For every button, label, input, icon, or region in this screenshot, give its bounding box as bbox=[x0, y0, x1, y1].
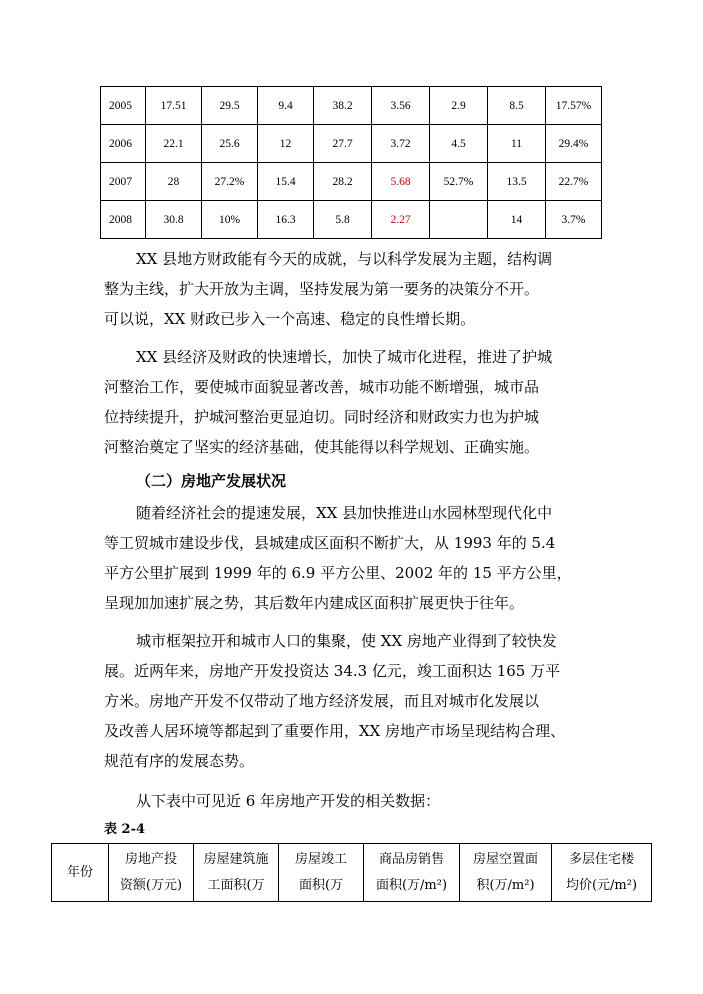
paragraph-fiscal-achievement bbox=[104, 244, 604, 334]
value-cell: 5.8 bbox=[314, 201, 372, 239]
text-line: XX 县经济及财政的快速增长，加快了城市化进程，推进了护城 bbox=[136, 348, 553, 366]
year-cell: 2008 bbox=[101, 201, 146, 239]
value-cell: 14 bbox=[488, 201, 546, 239]
value-cell: 3.72 bbox=[372, 125, 430, 163]
year-cell: 2005 bbox=[101, 87, 146, 125]
header-year: 年份 bbox=[52, 844, 109, 902]
table-caption: 表 2-4 bbox=[104, 822, 146, 837]
text-line: 方米。房地产开发不仅带动了地方经济发展，而且对城市化发展以 bbox=[104, 692, 540, 710]
value-cell: 25.6 bbox=[202, 125, 258, 163]
value-cell: 11 bbox=[488, 125, 546, 163]
table-row bbox=[101, 87, 602, 125]
text-line: 随着经济社会的提速发展，XX 县加快推进山水园林型现代化中 bbox=[136, 504, 553, 522]
header-cell: 房屋竣工 面积(万 bbox=[279, 844, 364, 902]
header-cell: 房屋建筑施 工面积(万 bbox=[194, 844, 279, 902]
value-cell: 2.9 bbox=[430, 87, 488, 125]
text-line: 及改善人居环境等都起到了重要作用，XX 房地产市场呈现结构合理、 bbox=[104, 722, 566, 740]
value-cell: 13.5 bbox=[488, 163, 546, 201]
paragraph-table-intro bbox=[104, 786, 604, 816]
text-line: 等工贸城市建设步伐，县城建成区面积不断扩大，从 1993 年的 5.4 bbox=[104, 534, 556, 552]
text-line: 河整治奠定了坚实的经济基础，使其能得以科学规划、正确实施。 bbox=[104, 438, 540, 456]
text-line: 可以说，XX 财政已步入一个高速、稳定的良性增长期。 bbox=[104, 310, 476, 328]
value-cell: 22.1 bbox=[146, 125, 202, 163]
table-row bbox=[101, 125, 602, 163]
table-header-row bbox=[52, 844, 652, 902]
value-cell: 12 bbox=[258, 125, 314, 163]
table-row bbox=[101, 163, 602, 201]
text-line: 整为主线，扩大开放为主调，坚持发展为第一要务的决策分不开。 bbox=[104, 280, 540, 298]
value-cell: 30.8 bbox=[146, 201, 202, 239]
real-estate-table bbox=[51, 843, 652, 902]
fiscal-data-table bbox=[100, 86, 602, 239]
value-cell: 3.56 bbox=[372, 87, 430, 125]
header-cell: 房地产投 资额(万元) bbox=[109, 844, 194, 902]
value-cell: 16.3 bbox=[258, 201, 314, 239]
header-cell: 房屋空置面 积(万/m²) bbox=[460, 844, 552, 902]
text-line: 从下表中可见近 6 年房地产开发的相关数据： bbox=[136, 792, 441, 810]
value-cell: 28.2 bbox=[314, 163, 372, 201]
value-cell: 52.7% bbox=[430, 163, 488, 201]
text-line: XX 县地方财政能有今天的成就，与以科学发展为主题，结构调 bbox=[136, 250, 553, 268]
value-cell: 2.27 bbox=[372, 201, 430, 239]
text-line: 平方公里扩展到 1999 年的 6.9 平方公里、2002 年的 15 平方公里， bbox=[104, 564, 572, 582]
table-row bbox=[101, 201, 602, 239]
value-cell: 29.4% bbox=[546, 125, 602, 163]
paragraph-real-estate-growth bbox=[104, 498, 604, 618]
year-cell: 2007 bbox=[101, 163, 146, 201]
value-cell: 15.4 bbox=[258, 163, 314, 201]
text-line: 展。近两年来，房地产开发投资达 34.3 亿元，竣工面积达 165 万平 bbox=[104, 662, 561, 680]
value-cell: 29.5 bbox=[202, 87, 258, 125]
value-cell: 5.68 bbox=[372, 163, 430, 201]
value-cell: 28 bbox=[146, 163, 202, 201]
value-cell: 10% bbox=[202, 201, 258, 239]
section-heading: （二）房地产发展状况 bbox=[136, 472, 287, 490]
year-cell: 2006 bbox=[101, 125, 146, 163]
header-cell: 多层住宅楼 均价(元/m²) bbox=[552, 844, 652, 902]
text-line: 城市框架拉开和城市人口的集聚，使 XX 房地产业得到了较快发 bbox=[136, 632, 557, 650]
text-line: 规范有序的发展态势。 bbox=[104, 752, 255, 770]
value-cell bbox=[430, 201, 488, 239]
value-cell: 27.7 bbox=[314, 125, 372, 163]
text-line: 河整治工作，要使城市面貌显著改善，城市功能不断增强，城市品 bbox=[104, 378, 540, 396]
value-cell: 22.7% bbox=[546, 163, 602, 201]
value-cell: 17.57% bbox=[546, 87, 602, 125]
value-cell: 38.2 bbox=[314, 87, 372, 125]
paragraph-real-estate-investment bbox=[104, 626, 604, 776]
value-cell: 3.7% bbox=[546, 201, 602, 239]
value-cell: 4.5 bbox=[430, 125, 488, 163]
value-cell: 27.2% bbox=[202, 163, 258, 201]
value-cell: 17.51 bbox=[146, 87, 202, 125]
text-line: 位持续提升，护城河整治更显迫切。同时经济和财政实力也为护城 bbox=[104, 408, 540, 426]
value-cell: 9.4 bbox=[258, 87, 314, 125]
value-cell: 8.5 bbox=[488, 87, 546, 125]
text-line: 呈现加加速扩展之势，其后数年内建成区面积扩展更快于往年。 bbox=[104, 594, 525, 612]
paragraph-urbanization bbox=[104, 342, 604, 462]
header-cell: 商品房销售 面积(万/m²) bbox=[364, 844, 460, 902]
